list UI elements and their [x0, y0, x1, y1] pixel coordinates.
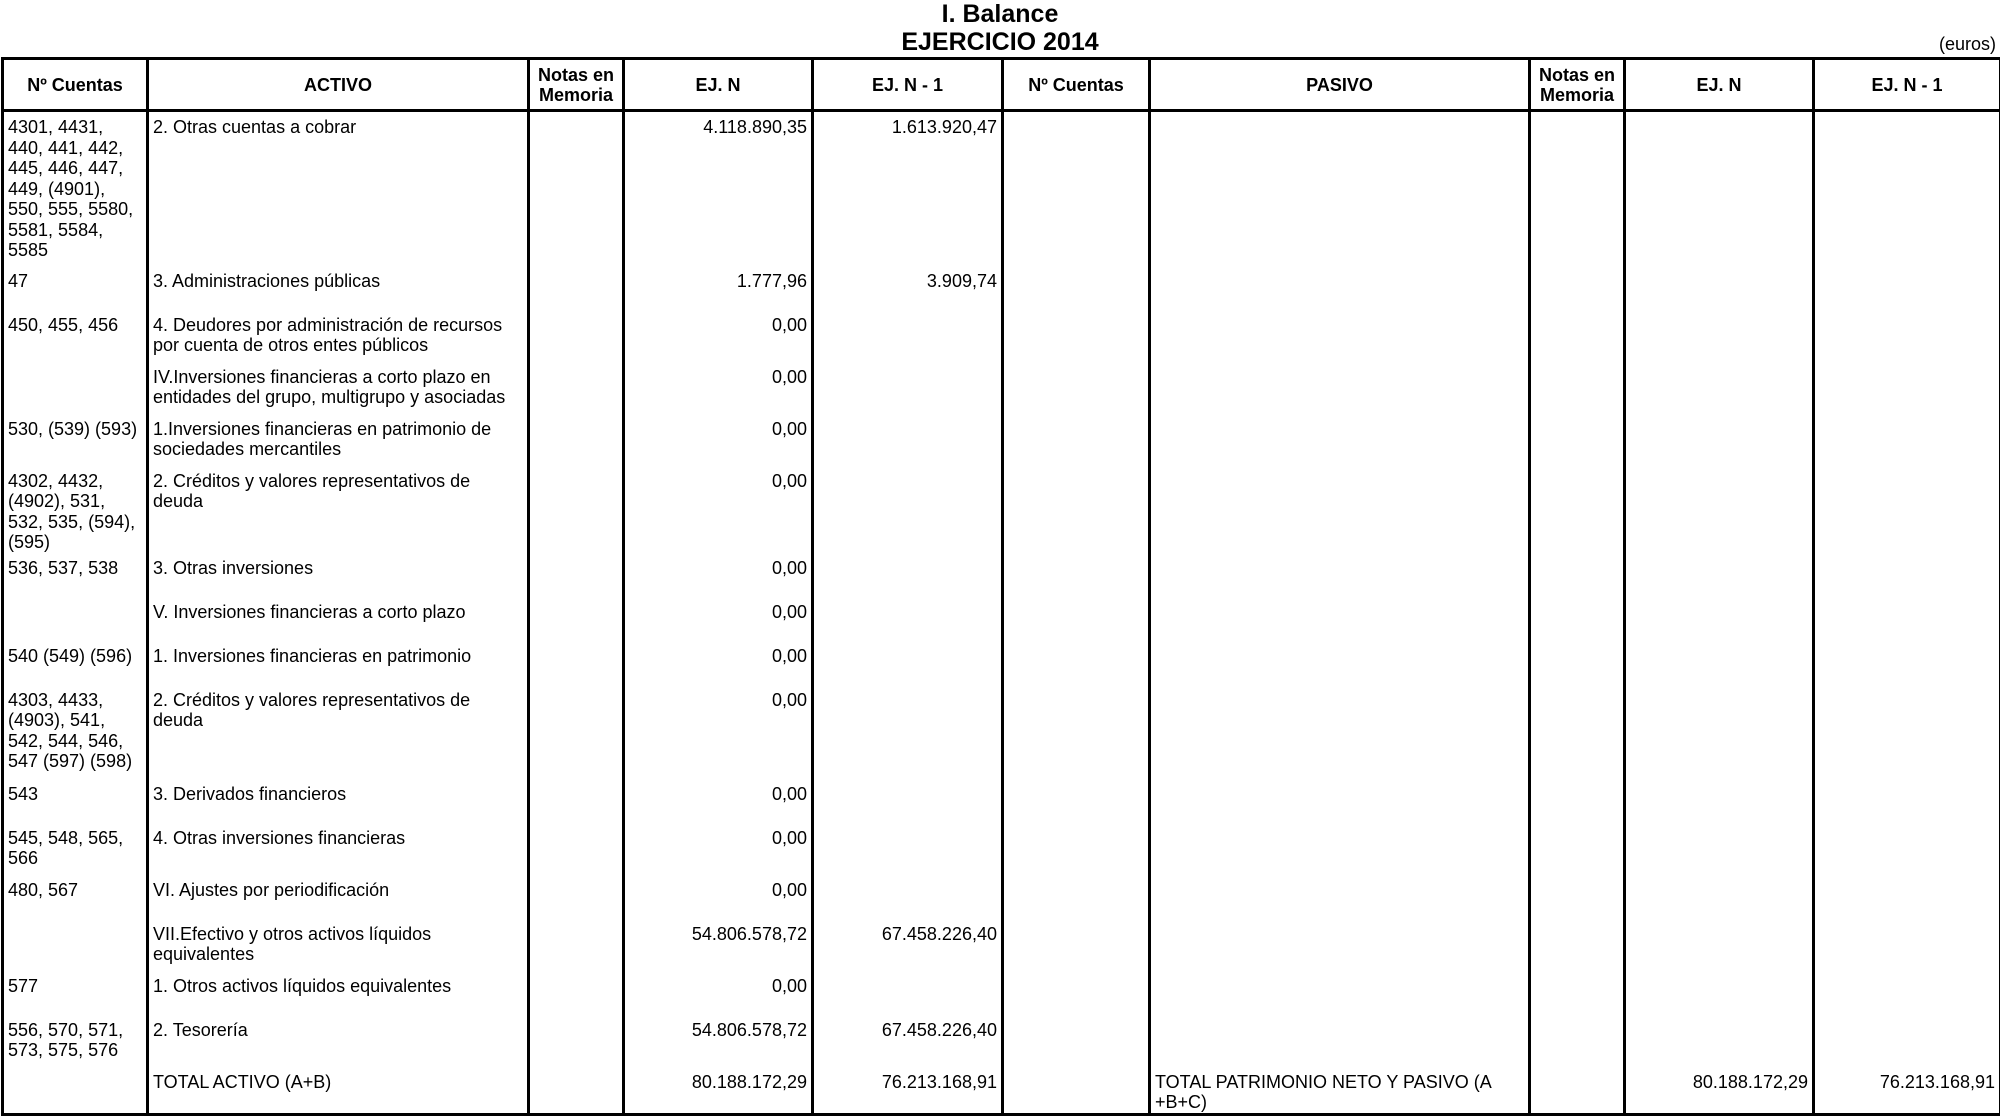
- ejn1-pasivo-cell: [1814, 823, 2000, 875]
- ejn1-pasivo-cell: [1814, 466, 2000, 553]
- ejn1-activo-cell: 76.213.168,91: [813, 1067, 1003, 1115]
- ejn1-activo-cell: [813, 362, 1003, 414]
- table-row: [3, 597, 2000, 641]
- ejn1-pasivo-cell: [1814, 919, 2000, 971]
- header-row: [3, 59, 2000, 111]
- ejn1-pasivo-cell: [1814, 266, 2000, 310]
- ejn-pasivo-cell: [1625, 641, 1814, 685]
- table-row: [3, 111, 2000, 266]
- ejn1-activo-cell: 67.458.226,40: [813, 1015, 1003, 1067]
- ejn1-pasivo-cell: [1814, 875, 2000, 919]
- ejn1-activo-cell: [813, 779, 1003, 823]
- cuentas-pasivo-cell: [1003, 466, 1150, 553]
- header-ejn-activo: EJ. N: [624, 59, 813, 111]
- notas-pasivo-cell: [1530, 310, 1625, 362]
- units-label: (euros): [1938, 34, 1996, 54]
- cuentas-pasivo-cell: [1003, 414, 1150, 466]
- notas-activo-cell: [529, 971, 624, 1015]
- notas-pasivo-cell: [1530, 597, 1625, 641]
- ejn-activo-cell: 1.777,96: [624, 266, 813, 310]
- notas-pasivo-cell: [1530, 823, 1625, 875]
- ejn1-activo-cell: [813, 414, 1003, 466]
- cuentas-cell: 556, 570, 571, 573, 575, 576: [3, 1015, 148, 1067]
- ejn-pasivo-cell: [1625, 875, 1814, 919]
- ejn1-pasivo-cell: [1814, 685, 2000, 779]
- cuentas-cell: [3, 919, 148, 971]
- notas-activo-cell: [529, 266, 624, 310]
- pasivo-cell: [1150, 111, 1530, 266]
- ejn-pasivo-cell: 80.188.172,29: [1625, 1067, 1814, 1115]
- ejn-pasivo-cell: [1625, 310, 1814, 362]
- activo-cell: 4. Deudores por administración de recursos por cuenta de otros entes públicos: [148, 310, 529, 362]
- notas-activo-cell: [529, 310, 624, 362]
- cuentas-pasivo-cell: [1003, 971, 1150, 1015]
- activo-cell: 1.Inversiones financieras en patrimonio de sociedades mercantiles: [148, 414, 529, 466]
- pasivo-cell: [1150, 310, 1530, 362]
- cuentas-pasivo-cell: [1003, 1067, 1150, 1115]
- table-row: [3, 466, 2000, 553]
- cuentas-pasivo-cell: [1003, 919, 1150, 971]
- header-pasivo: PASIVO: [1150, 59, 1530, 111]
- pasivo-cell: [1150, 875, 1530, 919]
- ejn-activo-cell: 0,00: [624, 553, 813, 597]
- table-row: [3, 641, 2000, 685]
- notas-activo-cell: [529, 111, 624, 266]
- cuentas-pasivo-cell: [1003, 553, 1150, 597]
- ejn-pasivo-cell: [1625, 597, 1814, 641]
- notas-pasivo-cell: [1530, 466, 1625, 553]
- activo-cell: V. Inversiones financieras a corto plazo: [148, 597, 529, 641]
- balance-table: [1, 57, 2000, 1116]
- notas-activo-cell: [529, 597, 624, 641]
- cuentas-cell: 450, 455, 456: [3, 310, 148, 362]
- ejn1-activo-cell: [813, 971, 1003, 1015]
- cuentas-cell: 47: [3, 266, 148, 310]
- notas-pasivo-cell: [1530, 1015, 1625, 1067]
- cuentas-pasivo-cell: [1003, 1015, 1150, 1067]
- ejn1-activo-cell: [813, 685, 1003, 779]
- cuentas-cell: [3, 362, 148, 414]
- ejn1-pasivo-cell: [1814, 310, 2000, 362]
- table-row: [3, 875, 2000, 919]
- ejn-activo-cell: 80.188.172,29: [624, 1067, 813, 1115]
- notas-activo-cell: [529, 779, 624, 823]
- ejn-pasivo-cell: [1625, 414, 1814, 466]
- ejn1-activo-cell: 1.613.920,47: [813, 111, 1003, 266]
- cuentas-cell: 545, 548, 565, 566: [3, 823, 148, 875]
- activo-cell: 2. Créditos y valores representativos de deuda: [148, 466, 529, 553]
- pasivo-cell: [1150, 971, 1530, 1015]
- header-cuentas-activo: Nº Cuentas: [3, 59, 148, 111]
- ejn1-pasivo-cell: [1814, 779, 2000, 823]
- activo-cell: 3. Otras inversiones: [148, 553, 529, 597]
- pasivo-cell: [1150, 466, 1530, 553]
- table-row: [3, 266, 2000, 310]
- notas-pasivo-cell: [1530, 414, 1625, 466]
- cuentas-pasivo-cell: [1003, 597, 1150, 641]
- activo-cell: 3. Derivados financieros: [148, 779, 529, 823]
- ejn1-pasivo-cell: [1814, 641, 2000, 685]
- ejn-pasivo-cell: [1625, 466, 1814, 553]
- pasivo-cell: [1150, 266, 1530, 310]
- notas-activo-cell: [529, 919, 624, 971]
- ejn-activo-cell: 0,00: [624, 310, 813, 362]
- ejn1-activo-cell: [813, 310, 1003, 362]
- notas-pasivo-cell: [1530, 111, 1625, 266]
- document-title: [0, 0, 2000, 56]
- table-row: [3, 362, 2000, 414]
- ejn-pasivo-cell: [1625, 553, 1814, 597]
- ejn-pasivo-cell: [1625, 362, 1814, 414]
- ejn-activo-cell: 54.806.578,72: [624, 919, 813, 971]
- ejn-pasivo-cell: [1625, 823, 1814, 875]
- pasivo-cell: [1150, 641, 1530, 685]
- ejn1-pasivo-cell: [1814, 1015, 2000, 1067]
- title-line-1: I. Balance: [941, 0, 1059, 28]
- table-row: [3, 823, 2000, 875]
- ejn1-pasivo-cell: 76.213.168,91: [1814, 1067, 2000, 1115]
- ejn1-activo-cell: [813, 641, 1003, 685]
- pasivo-cell: [1150, 919, 1530, 971]
- notas-activo-cell: [529, 553, 624, 597]
- ejn1-pasivo-cell: [1814, 111, 2000, 266]
- pasivo-cell: [1150, 1015, 1530, 1067]
- cuentas-cell: 536, 537, 538: [3, 553, 148, 597]
- table-row: [3, 1067, 2000, 1115]
- ejn-activo-cell: 0,00: [624, 685, 813, 779]
- notas-activo-cell: [529, 1015, 624, 1067]
- ejn-activo-cell: 4.118.890,35: [624, 111, 813, 266]
- table-row: [3, 971, 2000, 1015]
- activo-cell: 2. Créditos y valores representativos de deuda: [148, 685, 529, 779]
- ejn1-activo-cell: 3.909,74: [813, 266, 1003, 310]
- ejn-pasivo-cell: [1625, 111, 1814, 266]
- pasivo-cell: [1150, 362, 1530, 414]
- notas-pasivo-cell: [1530, 971, 1625, 1015]
- ejn-activo-cell: 0,00: [624, 641, 813, 685]
- pasivo-cell: [1150, 779, 1530, 823]
- notas-pasivo-cell: [1530, 779, 1625, 823]
- ejn-pasivo-cell: [1625, 266, 1814, 310]
- header-notas-activo: Notas en Memoria: [529, 59, 624, 111]
- notas-pasivo-cell: [1530, 685, 1625, 779]
- activo-cell: VII.Efectivo y otros activos líquidos equivalentes: [148, 919, 529, 971]
- cuentas-cell: 4302, 4432, (4902), 531, 532, 535, (594), (595): [3, 466, 148, 553]
- notas-pasivo-cell: [1530, 875, 1625, 919]
- table-row: [3, 919, 2000, 971]
- ejn-activo-cell: 0,00: [624, 875, 813, 919]
- notas-pasivo-cell: [1530, 362, 1625, 414]
- activo-cell: VI. Ajustes por periodificación: [148, 875, 529, 919]
- notas-pasivo-cell: [1530, 1067, 1625, 1115]
- notas-activo-cell: [529, 362, 624, 414]
- ejn-pasivo-cell: [1625, 1015, 1814, 1067]
- cuentas-cell: 4301, 4431, 440, 441, 442, 445, 446, 447, 449, (4901), 550, 555, 5580, 5581, 5584, 5585: [3, 111, 148, 266]
- table-row: [3, 553, 2000, 597]
- ejn-activo-cell: 0,00: [624, 823, 813, 875]
- ejn-activo-cell: 0,00: [624, 779, 813, 823]
- ejn1-pasivo-cell: [1814, 553, 2000, 597]
- pasivo-cell: [1150, 414, 1530, 466]
- cuentas-pasivo-cell: [1003, 685, 1150, 779]
- cuentas-pasivo-cell: [1003, 310, 1150, 362]
- table-row: [3, 685, 2000, 779]
- cuentas-cell: 530, (539) (593): [3, 414, 148, 466]
- ejn-activo-cell: 0,00: [624, 414, 813, 466]
- notas-activo-cell: [529, 414, 624, 466]
- ejn1-pasivo-cell: [1814, 414, 2000, 466]
- ejn-pasivo-cell: [1625, 685, 1814, 779]
- activo-cell: 2. Tesorería: [148, 1015, 529, 1067]
- cuentas-cell: 480, 567: [3, 875, 148, 919]
- activo-cell: IV.Inversiones financieras a corto plazo en entidades del grupo, multigrupo y asociadas: [148, 362, 529, 414]
- pasivo-cell: TOTAL PATRIMONIO NETO Y PASIVO (A +B+C): [1150, 1067, 1530, 1115]
- pasivo-cell: [1150, 553, 1530, 597]
- pasivo-cell: [1150, 685, 1530, 779]
- cuentas-cell: [3, 1067, 148, 1115]
- cuentas-pasivo-cell: [1003, 111, 1150, 266]
- notas-activo-cell: [529, 823, 624, 875]
- cuentas-pasivo-cell: [1003, 779, 1150, 823]
- table-row: [3, 310, 2000, 362]
- cuentas-cell: [3, 597, 148, 641]
- title-line-2: EJERCICIO 2014: [901, 28, 1099, 56]
- ejn1-pasivo-cell: [1814, 597, 2000, 641]
- ejn-activo-cell: 54.806.578,72: [624, 1015, 813, 1067]
- ejn-activo-cell: 0,00: [624, 597, 813, 641]
- pasivo-cell: [1150, 597, 1530, 641]
- notas-pasivo-cell: [1530, 641, 1625, 685]
- header-ejn1-activo: EJ. N - 1: [813, 59, 1003, 111]
- notas-pasivo-cell: [1530, 919, 1625, 971]
- ejn1-pasivo-cell: [1814, 362, 2000, 414]
- activo-cell: TOTAL ACTIVO (A+B): [148, 1067, 529, 1115]
- ejn1-activo-cell: [813, 875, 1003, 919]
- notas-activo-cell: [529, 685, 624, 779]
- ejn1-activo-cell: [813, 466, 1003, 553]
- cuentas-cell: 543: [3, 779, 148, 823]
- pasivo-cell: [1150, 823, 1530, 875]
- header-ejn1-pasivo: EJ. N - 1: [1814, 59, 2000, 111]
- notas-pasivo-cell: [1530, 553, 1625, 597]
- ejn-pasivo-cell: [1625, 919, 1814, 971]
- ejn1-pasivo-cell: [1814, 971, 2000, 1015]
- header-ejn-pasivo: EJ. N: [1625, 59, 1814, 111]
- ejn1-activo-cell: [813, 823, 1003, 875]
- cuentas-cell: 4303, 4433, (4903), 541, 542, 544, 546, 547 (597) (598): [3, 685, 148, 779]
- header-activo: ACTIVO: [148, 59, 529, 111]
- table-row: [3, 1015, 2000, 1067]
- activo-cell: 1. Otros activos líquidos equivalentes: [148, 971, 529, 1015]
- ejn-activo-cell: 0,00: [624, 362, 813, 414]
- ejn1-activo-cell: [813, 553, 1003, 597]
- header-cuentas-pasivo: Nº Cuentas: [1003, 59, 1150, 111]
- ejn-activo-cell: 0,00: [624, 466, 813, 553]
- notas-activo-cell: [529, 875, 624, 919]
- notas-activo-cell: [529, 641, 624, 685]
- notas-activo-cell: [529, 466, 624, 553]
- cuentas-cell: 540 (549) (596): [3, 641, 148, 685]
- header-notas-pasivo: Notas en Memoria: [1530, 59, 1625, 111]
- ejn-activo-cell: 0,00: [624, 971, 813, 1015]
- activo-cell: 1. Inversiones financieras en patrimonio: [148, 641, 529, 685]
- ejn1-activo-cell: 67.458.226,40: [813, 919, 1003, 971]
- cuentas-pasivo-cell: [1003, 266, 1150, 310]
- table-row: [3, 414, 2000, 466]
- notas-activo-cell: [529, 1067, 624, 1115]
- activo-cell: 3. Administraciones públicas: [148, 266, 529, 310]
- cuentas-cell: 577: [3, 971, 148, 1015]
- activo-cell: 2. Otras cuentas a cobrar: [148, 111, 529, 266]
- ejn1-activo-cell: [813, 597, 1003, 641]
- cuentas-pasivo-cell: [1003, 823, 1150, 875]
- activo-cell: 4. Otras inversiones financieras: [148, 823, 529, 875]
- cuentas-pasivo-cell: [1003, 641, 1150, 685]
- cuentas-pasivo-cell: [1003, 875, 1150, 919]
- cuentas-pasivo-cell: [1003, 362, 1150, 414]
- notas-pasivo-cell: [1530, 266, 1625, 310]
- table-row: [3, 779, 2000, 823]
- ejn-pasivo-cell: [1625, 779, 1814, 823]
- ejn-pasivo-cell: [1625, 971, 1814, 1015]
